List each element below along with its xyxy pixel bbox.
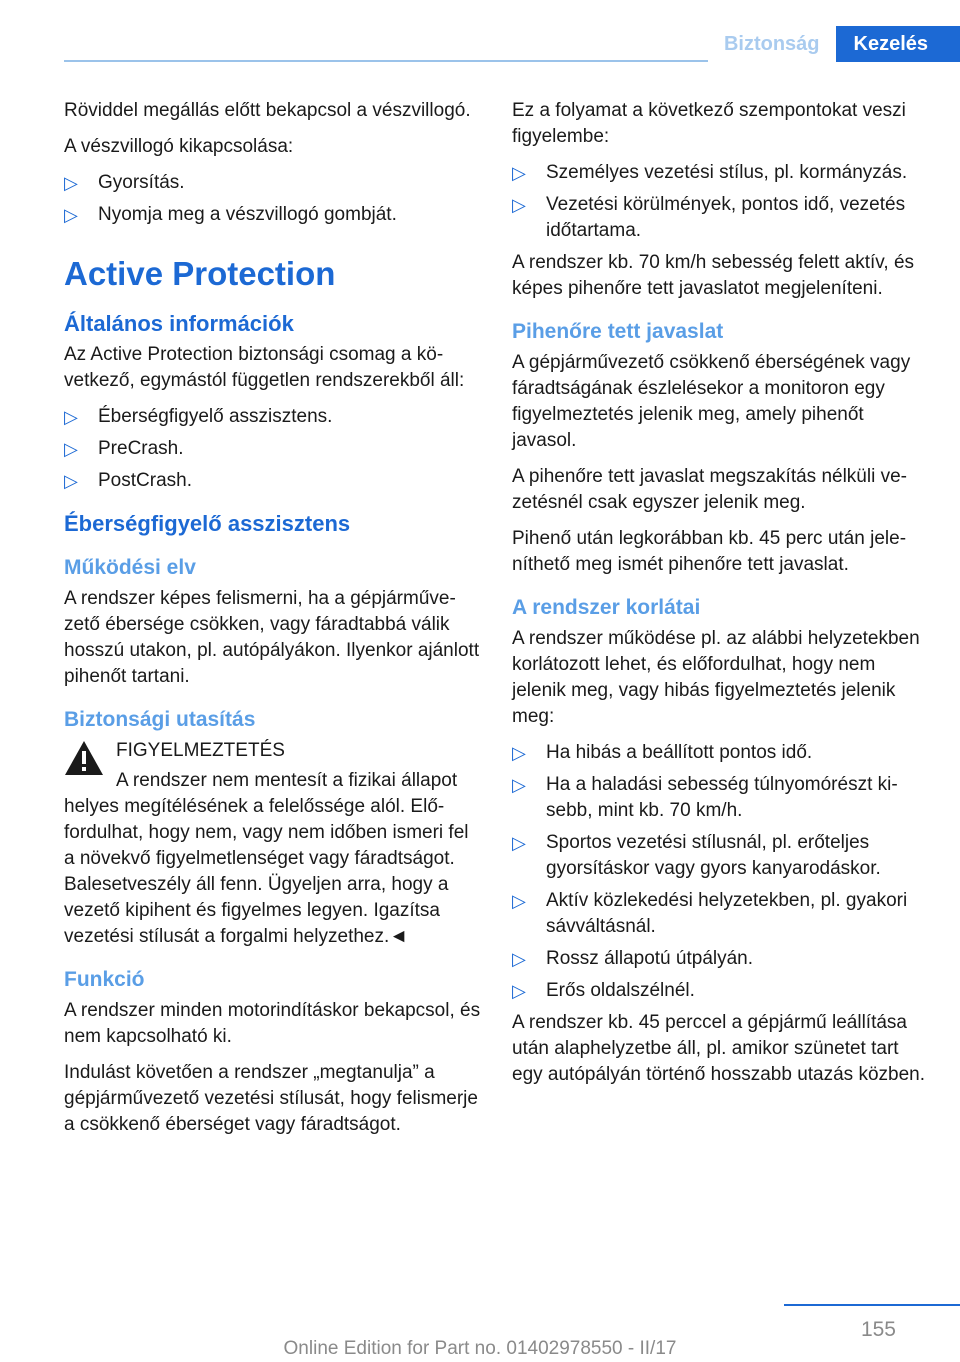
rest-text: A gépjárművezető csökkenő éberségének vagy fáradtságának észlelésekor a monitoron egy figyelmeztetés jelenik meg, amely pihenőt javasol.: [512, 352, 911, 451]
bullet-triangle-icon: ▷: [64, 407, 78, 427]
limits-heading: A rendszer korlátai: [512, 596, 701, 619]
intro-list: [64, 170, 482, 228]
limits-text: A rendszer működése pl. az alábbi helyzetekben korlátozott lehet, és előfordulhat, hogy nem jelenik meg, vagy hibás figyelmeztetés jelenik meg:: [512, 628, 920, 727]
process-list: [512, 160, 932, 244]
list-item-text: Vezetési körülmények, pontos idő, vezetés időtartama.: [546, 194, 906, 241]
list-item: [64, 202, 482, 228]
warning-text: A rendszer nem mentesít a fizikai állapot helyes megítélésének a felelőssége alól. Előfordulhat, hogy nem, vagy nem időben ismeri fel a növekvő figyelmetlenséget vagy fáradtságot. Balesetveszély áll fenn. Ügyeljen arra, hogy a vezető kipihent és figyelmes legyen. Igazítsa vezetési stílusát a forgalmi helyzethez.◄: [64, 770, 469, 947]
rest-text: A pihenőre tett javaslat megszakítás nélküli vezetésnél csak egyszer jelenik meg.: [512, 466, 907, 513]
bullet-triangle-icon: ▷: [64, 439, 78, 459]
bullet-triangle-icon: ▷: [512, 775, 526, 795]
general-list: [64, 404, 482, 494]
list-item: [512, 946, 932, 972]
list-item-text: Ha a haladási sebesség túlnyomórészt kisebb, mint kb. 70 km/h.: [546, 774, 898, 821]
list-item: [512, 740, 932, 766]
safety-heading: Biztonsági utasítás: [64, 708, 256, 731]
list-item-text: Gyorsítás.: [98, 172, 185, 193]
bullet-triangle-icon: ▷: [512, 949, 526, 969]
list-item-text: Sportos vezetési stílusnál, pl. erőteljes gyorsításkor vagy gyors kanyarodáskor.: [546, 832, 881, 879]
bullet-triangle-icon: ▷: [512, 891, 526, 911]
header-tabs: [708, 26, 960, 62]
bullet-triangle-icon: ▷: [512, 163, 526, 183]
assist-heading: Éberségfigyelő asszisztens: [64, 511, 351, 536]
principle-text: A rendszer képes felismerni, ha a gépjárművezető ébersége csökken, vagy fáradtabbá válik hosszú utakon, pl. autópályákon. Ilyenkor ajánlott pihenőt tartani.: [64, 588, 480, 687]
section-title: Active Protection: [64, 255, 336, 292]
list-item: [64, 468, 482, 494]
list-item-text: Személyes vezetési stílus, pl. kormányzás.: [546, 162, 908, 183]
general-text: Az Active Protection biztonsági csomag a következő, egymástól független rendszerekből áll:: [64, 344, 465, 391]
intro-paragraph: Röviddel megállás előtt bekapcsol a vészvillogó.: [64, 100, 471, 121]
rest-text: Pihenő után legkorábban kb. 45 perc után jeleníthető meg ismét pihenőre tett javaslat.: [512, 528, 907, 575]
bullet-triangle-icon: ▷: [512, 833, 526, 853]
list-item-text: Erős oldalszélnél.: [546, 980, 695, 1001]
list-item: [512, 978, 932, 1004]
list-item-text: Ha hibás a beállított pontos idő.: [546, 742, 813, 763]
tab-kezeles[interactable]: Kezelés: [836, 26, 960, 62]
list-item: [512, 830, 932, 882]
list-item-text: Aktív közlekedési helyzetekben, pl. gyakori sávváltásnál.: [546, 890, 908, 937]
function-heading: Funkció: [64, 968, 145, 991]
bullet-triangle-icon: ▷: [64, 205, 78, 225]
footer-rule: [784, 1304, 960, 1306]
list-item-text: Éberségfigyelő asszisztens.: [98, 406, 333, 427]
left-column: [64, 98, 482, 1148]
list-item-text: Rossz állapotú útpályán.: [546, 948, 754, 969]
intro-paragraph: A vészvillogó kikapcsolása:: [64, 136, 294, 157]
list-item-text: Nyomja meg a vészvillogó gombját.: [98, 204, 397, 225]
bullet-triangle-icon: ▷: [512, 195, 526, 215]
list-item: [512, 772, 932, 824]
limits-list: [512, 740, 932, 1004]
bullet-triangle-icon: ▷: [64, 173, 78, 193]
bullet-triangle-icon: ▷: [64, 471, 78, 491]
list-item: [512, 888, 932, 940]
process-text: Ez a folyamat a következő szempontokat veszi figyelembe:: [512, 100, 906, 147]
function-text: Indulást követően a rendszer „megtanulja” a gépjárművezető vezetési stílusát, hogy felismerje a csökkenő éberséget vagy fáradtságot.: [64, 1062, 478, 1135]
warning-title: FIGYELMEZTETÉS: [116, 740, 285, 761]
list-item-text: PostCrash.: [98, 470, 192, 491]
page-number: 155: [860, 1318, 896, 1341]
activation-text: A rendszer kb. 70 km/h sebesség felett aktív, és képes pihenőre tett javaslatot megjeleníteni.: [512, 252, 915, 299]
warning-triangle-icon: [64, 740, 104, 776]
list-item-text: PreCrash.: [98, 438, 184, 459]
tab-biztonsag[interactable]: Biztonság: [708, 26, 836, 62]
rest-heading: Pihenőre tett javaslat: [512, 320, 724, 343]
bullet-triangle-icon: ▷: [512, 743, 526, 763]
list-item: [64, 170, 482, 196]
limits-reset-text: A rendszer kb. 45 perccel a gépjármű leállítása után alaphelyzetbe áll, pl. amikor szünetet tart egy autópályán történő hosszabb utazás közben.: [512, 1012, 926, 1085]
footer-edition: Online Edition for Part no. 01402978550 - II/17: [283, 1338, 677, 1359]
general-heading: Általános információk: [64, 311, 294, 336]
function-text: A rendszer minden motorindításkor bekapcsol, és nem kapcsolható ki.: [64, 1000, 481, 1047]
bullet-triangle-icon: ▷: [512, 981, 526, 1001]
right-column: [512, 98, 932, 1098]
principle-heading: Működési elv: [64, 556, 196, 579]
warning-block: [64, 738, 482, 950]
list-item: [512, 192, 932, 244]
list-item: [64, 436, 482, 462]
list-item: [64, 404, 482, 430]
list-item: [512, 160, 932, 186]
